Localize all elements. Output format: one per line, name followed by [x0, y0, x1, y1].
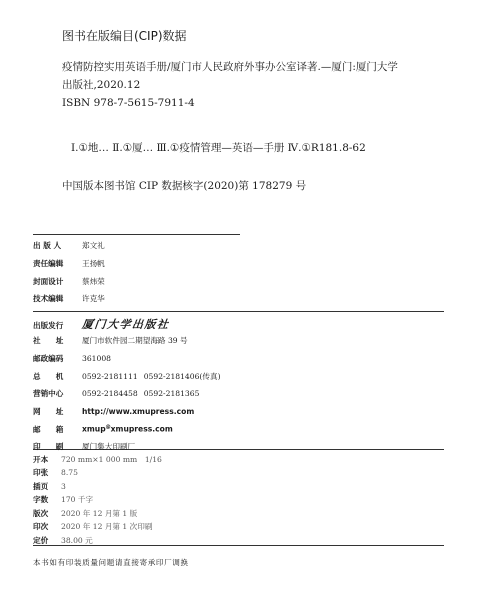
spec-label: 字数: [33, 495, 49, 504]
spec-row-price: [33, 535, 93, 546]
publisher-row-marketing: [33, 388, 199, 399]
email-domain: xmupress.com: [110, 425, 173, 434]
spec-value: 38.00 元: [61, 536, 93, 545]
publisher-row-email: [33, 424, 173, 435]
spec-value: 3: [61, 482, 66, 491]
staff-row-editor: [33, 258, 105, 269]
publisher-switchboard-1: 0592-2181111: [82, 372, 138, 381]
publisher-label: 邮政编码: [33, 354, 64, 363]
cip-line-1: 疫情防控实用英语手册/厦门市人民政府外事办公室译著.—厦门:厦门大学: [62, 61, 398, 73]
spec-row-word-count: [33, 494, 93, 505]
publisher-row-issuer: [33, 316, 170, 332]
staff-value: 许克华: [82, 294, 105, 303]
cip-title: 图书在版编目(CIP)数据: [62, 29, 187, 43]
divider-staff: [33, 311, 444, 312]
spec-row-format: [33, 454, 162, 465]
staff-row-technical-editor: [33, 293, 105, 304]
publisher-marketing-2: 0592-2181365: [143, 389, 200, 398]
publisher-row-website: [33, 406, 194, 417]
staff-label: 技术编辑: [33, 294, 64, 303]
publisher-row-printer: [33, 441, 135, 452]
staff-label: 封面设计: [33, 277, 64, 286]
spec-value: 2020 年 12 月第 1 版: [61, 509, 138, 518]
publisher-label: 印 刷: [33, 442, 64, 451]
staff-value: 郑文礼: [82, 241, 105, 250]
staff-row-publisher: [33, 240, 105, 251]
publisher-label: 出版发行: [33, 321, 64, 330]
publisher-row-postcode: [33, 353, 111, 364]
publisher-row-switchboard: [33, 371, 221, 382]
publisher-postcode: 361008: [82, 354, 111, 363]
spec-value: 2020 年 12 月第 1 次印刷: [61, 522, 153, 531]
email-user: xmup: [82, 425, 106, 434]
spec-value: 8.75: [61, 468, 78, 477]
publisher-switchboard-2: 0592-2181406(传真): [143, 372, 221, 381]
cip-description: [62, 58, 467, 112]
spec-label: 插页: [33, 482, 49, 491]
spec-label: 开本: [33, 455, 49, 464]
publisher-row-address: [33, 335, 188, 346]
cip-isbn: ISBN 978-7-5615-7911-4: [62, 97, 195, 109]
divider-specs: [33, 545, 444, 546]
spec-label: 印次: [33, 522, 49, 531]
staff-value: 王扬帆: [82, 259, 105, 268]
publisher-label: 网 址: [33, 407, 64, 416]
spec-value: 170 千字: [61, 495, 94, 504]
publisher-label: 营销中心: [33, 389, 64, 398]
spec-value: 720 mm×1 000 mm 1/16: [61, 455, 162, 464]
publisher-logo: 厦门大学出版社: [81, 318, 171, 331]
publisher-email-link[interactable]: [82, 424, 173, 434]
publisher-label: 邮 箱: [33, 425, 64, 434]
publisher-marketing-1: 0592-2184458: [82, 389, 138, 398]
spec-label: 印张: [33, 468, 49, 477]
staff-label: 出 版 人: [33, 241, 62, 250]
cip-classification: Ⅰ.①地… Ⅱ.①厦… Ⅲ.①疫情管理—英语—手册 Ⅳ.①R181.8-62: [71, 142, 366, 154]
spec-row-sheets: [33, 467, 78, 478]
publisher-label: 社 址: [33, 336, 64, 345]
spec-row-inserts: [33, 481, 66, 492]
email-at: @: [105, 424, 111, 431]
publisher-printer: 厦门集大印刷厂: [82, 442, 136, 451]
footer-notice: 本书如有印装质量问题请直接寄承印厂调换: [33, 558, 189, 567]
cip-check-number: 中国版本图书馆 CIP 数据核字(2020)第 178279 号: [62, 180, 307, 192]
spec-label: 定价: [33, 536, 49, 545]
publisher-address: 厦门市软件园二期望海路 39 号: [82, 336, 188, 345]
cip-line-2: 出版社,2020.12: [62, 79, 141, 91]
publisher-website-link[interactable]: http://www.xmupress.com: [82, 407, 195, 416]
spec-label: 版次: [33, 509, 49, 518]
staff-label: 责任编辑: [33, 259, 64, 268]
divider-top: [33, 234, 240, 235]
staff-row-cover-designer: [33, 276, 105, 287]
publisher-label: 总 机: [33, 372, 64, 381]
staff-value: 蔡炜荣: [82, 277, 105, 286]
spec-row-printing: [33, 521, 152, 532]
spec-row-edition: [33, 508, 137, 519]
